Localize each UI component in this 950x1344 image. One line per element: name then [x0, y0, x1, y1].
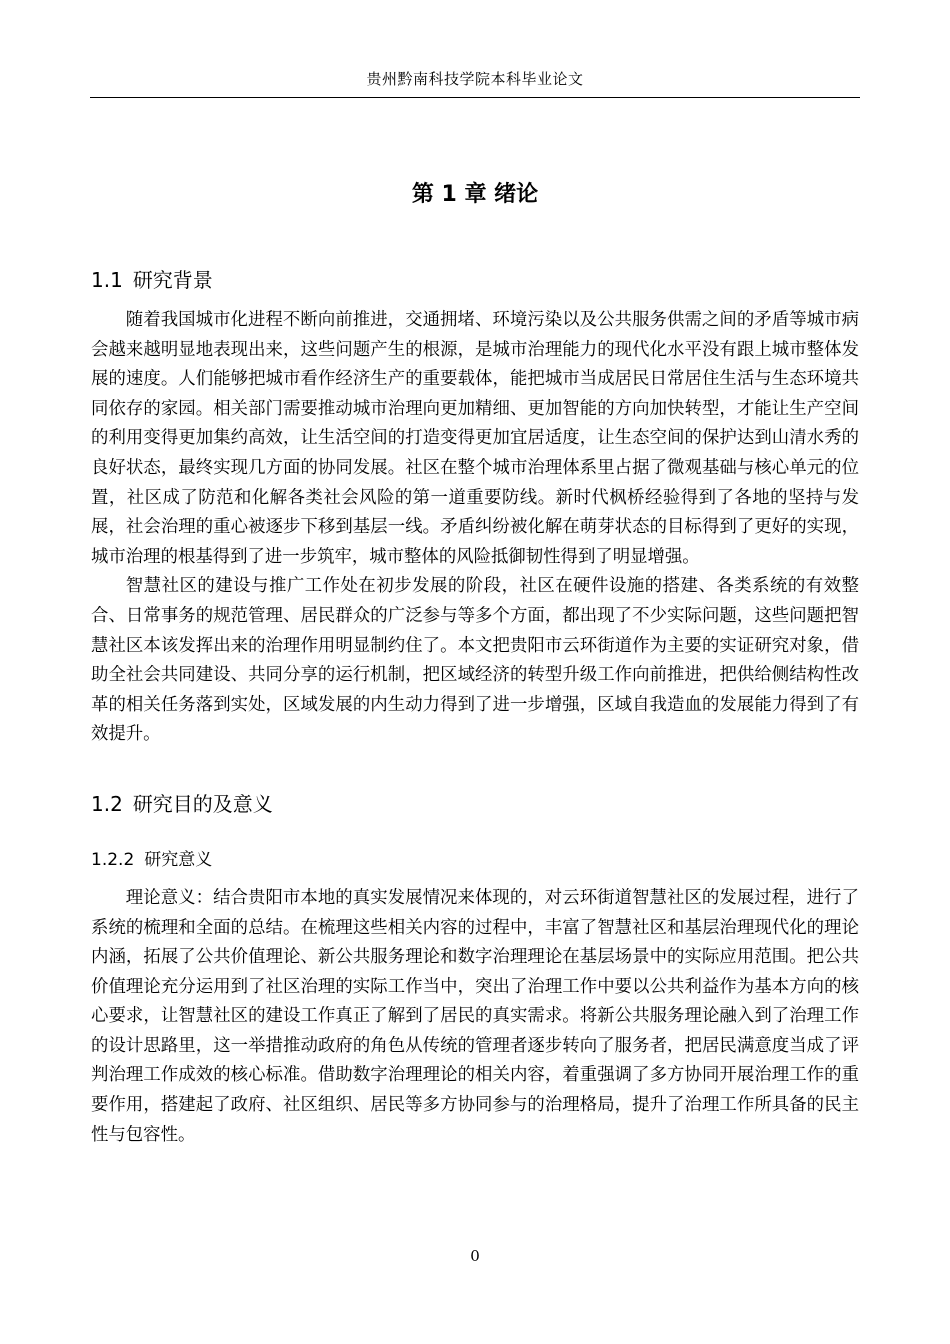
chapter-title: 第 1 章 绪论	[411, 182, 539, 207]
section-title: 研究目的及意义	[132, 791, 273, 816]
paragraph-background-1: 随着我国城市化进程不断向前推进，交通拥堵、环境污染以及公共服务供需之间的矛盾等城市病会越来越明显地表现出来，这些问题产生的根源，是城市治理能力的现代化水平没有跟上城市整体发展的速度。人们能够把城市看作经济生产的重要载体，能把城市当成居民日常居住生活与生态环境共同依存的家园。相关部门需要推动城市治理向更加精细、更加智能的方向加快转型，才能让生产空间的利用变得更加集约高效，让生活空间的打造变得更加宜居适度，让生态空间的保护达到山清水秀的良好状态，最终实现几方面的协同发展。社区在整个城市治理体系里占据了微观基础与核心单元的位置，社区成了防范和化解各类社会风险的第一道重要防线。新时代枫桥经验得到了各地的坚持与发展，社会治理的重心被逐步下移到基层一线。矛盾纠纷被化解在萌芽状态的目标得到了更好的实现，城市治理的根基得到了进一步筑牢，城市整体的风险抵御韧性得到了明显增强。	[91, 310, 859, 567]
header-rule	[90, 97, 860, 98]
section-title: 研究背景	[132, 268, 213, 292]
running-header: 贵州黔南科技学院本科毕业论文	[366, 70, 584, 88]
page-content	[91, 176, 859, 1150]
section-heading-1-2	[91, 784, 859, 824]
subsection-title: 研究意义	[144, 849, 213, 870]
paragraph-significance: 理论意义：结合贵阳市本地的真实发展情况来体现的，对云环街道智慧社区的发展过程，进行了系统的梳理和全面的总结。在梳理这些相关内容的过程中，丰富了智慧社区和基层治理现代化的理论内涵，拓展了公共价值理论、新公共服务理论和数字治理理论在基层场景中的实际应用范围。把公共价值理论充分运用到了社区治理的实际工作当中，突出了治理工作中要以公共利益作为基本方向的核心要求，让智慧社区的建设工作真正了解到了居民的真实需求。将新公共服务理论融入到了治理工作的设计思路里，这一举措推动政府的角色从传统的管理者逐步转向了服务者，把居民满意度当成了评判治理工作成效的核心标准。借助数字治理理论的相关内容，着重强调了多方协同开展治理工作的重要作用，搭建起了政府、社区组织、居民等多方协同参与的治理格局，提升了治理工作所具备的民主性与包容性。	[91, 887, 859, 1145]
subsection-number: 1.2.2	[91, 849, 135, 870]
paragraph-background-2: 智慧社区的建设与推广工作处在初步发展的阶段，社区在硬件设施的搭建、各类系统的有效整合、日常事务的规范管理、居民群众的广泛参与等多个方面，都出现了不少实际问题，这些问题把智慧社区本该发挥出来的治理作用明显制约住了。本文把贵阳市云环街道作为主要的实证研究对象，借助全社会共同建设、共同分享的运行机制，把区域经济的转型升级工作向前推进，把供给侧结构性改革的相关任务落到实处，区域发展的内生动力得到了进一步增强，区域自我造血的发展能力得到了有效提升。	[91, 576, 859, 745]
section-number: 1.2	[91, 791, 123, 816]
section-number: 1.1	[91, 268, 123, 292]
section-heading-1-1	[91, 260, 859, 300]
subsection-heading-1-2-2	[91, 842, 859, 878]
page-number: 0	[470, 1247, 480, 1265]
